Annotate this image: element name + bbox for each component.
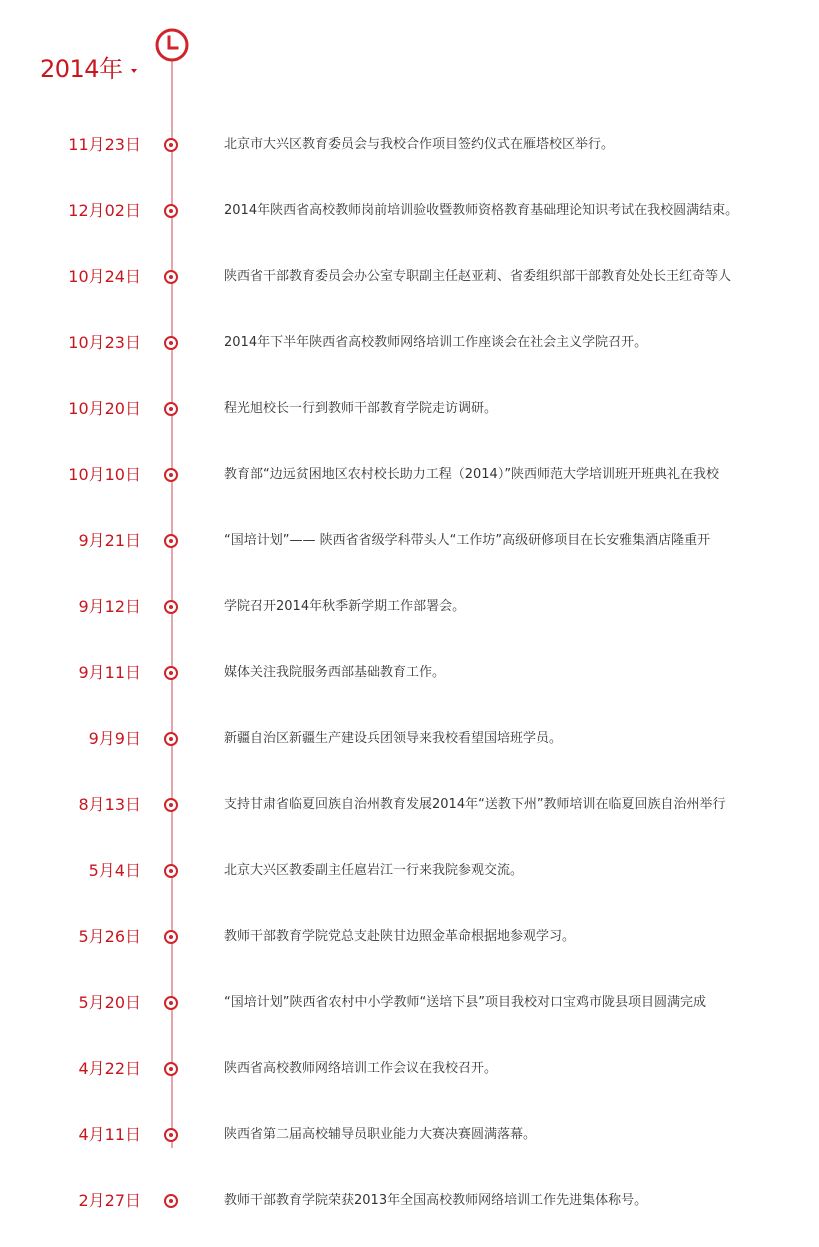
event-item: [0, 661, 819, 685]
event-item: [0, 397, 819, 421]
event-date: 9月21日: [78, 531, 141, 550]
timeline-dot-icon: [164, 600, 178, 614]
event-item: [0, 199, 819, 223]
event-date: 8月13日: [78, 795, 141, 814]
event-link[interactable]: 新疆自治区新疆生产建设兵团领导来我校看望国培班学员。: [224, 731, 563, 746]
event-link[interactable]: 陕西省第二届高校辅导员职业能力大赛决赛圆满落幕。: [224, 1127, 537, 1142]
event-date: 9月11日: [78, 663, 141, 682]
event-date: 5月26日: [78, 927, 141, 946]
event-item: [0, 727, 819, 751]
event-date: 10月24日: [68, 267, 141, 286]
timeline-dot-icon: [164, 336, 178, 350]
event-item: [0, 331, 819, 355]
event-item: [0, 529, 819, 553]
event-link[interactable]: 北京市大兴区教育委员会与我校合作项目签约仪式在雁塔校区举行。: [224, 137, 615, 152]
event-item: [0, 265, 819, 289]
event-date: 5月20日: [78, 993, 141, 1012]
timeline-dot-icon: [164, 1128, 178, 1142]
event-item: [0, 991, 819, 1015]
event-link[interactable]: 北京大兴区教委副主任扈岩江一行来我院参观交流。: [224, 863, 524, 878]
event-date: 2月27日: [78, 1191, 141, 1210]
event-link[interactable]: 支持甘肃省临夏回族自治州教育发展2014年“送教下州”教师培训在临夏回族自治州举行: [224, 797, 726, 812]
event-item: [0, 793, 819, 817]
timeline-dot-icon: [164, 798, 178, 812]
timeline-dot-icon: [164, 138, 178, 152]
event-item: [0, 859, 819, 883]
event-link[interactable]: 教育部“边远贫困地区农村校长助力工程（2014）”陕西师范大学培训班开班典礼在我校: [224, 467, 720, 482]
event-date: 9月9日: [88, 729, 141, 748]
event-link[interactable]: 2014年下半年陕西省高校教师网络培训工作座谈会在社会主义学院召开。: [224, 335, 648, 350]
timeline-dot-icon: [164, 930, 178, 944]
timeline-dot-icon: [164, 864, 178, 878]
event-link[interactable]: “国培计划”—— 陕西省省级学科带头人“工作坊”高级研修项目在长安雅集酒店隆重开: [224, 533, 711, 548]
timeline-dot-icon: [164, 732, 178, 746]
event-link[interactable]: 陕西省干部教育委员会办公室专职副主任赵亚莉、省委组织部干部教育处处长王红奇等人: [224, 269, 732, 284]
timeline-dot-icon: [164, 666, 178, 680]
timeline-dot-icon: [164, 270, 178, 284]
timeline-dot-icon: [164, 534, 178, 548]
timeline-dot-icon: [164, 402, 178, 416]
year-label: 2014年: [40, 55, 123, 83]
event-item: [0, 1057, 819, 1081]
event-link[interactable]: 教师干部教育学院党总支赴陕甘边照金革命根据地参观学习。: [224, 929, 576, 944]
timeline-dot-icon: [164, 1194, 178, 1208]
event-item: [0, 133, 819, 157]
caret-down-icon: [131, 69, 137, 73]
event-link[interactable]: “国培计划”陕西省农村中小学教师“送培下县”项目我校对口宝鸡市陇县项目圆满完成: [224, 995, 706, 1010]
event-item: [0, 595, 819, 619]
event-link[interactable]: 程光旭校长一行到教师干部教育学院走访调研。: [224, 401, 498, 416]
event-link[interactable]: 2014年陕西省高校教师岗前培训验收暨教师资格教育基础理论知识考试在我校圆满结束。: [224, 203, 739, 218]
timeline-dot-icon: [164, 996, 178, 1010]
event-date: 5月4日: [88, 861, 141, 880]
event-item: [0, 1123, 819, 1147]
event-item: [0, 463, 819, 487]
event-date: 12月02日: [68, 201, 141, 220]
event-link[interactable]: 学院召开2014年秋季新学期工作部署会。: [224, 599, 466, 614]
event-date: 4月22日: [78, 1059, 141, 1078]
timeline-dot-icon: [164, 468, 178, 482]
timeline-dot-icon: [164, 1062, 178, 1076]
timeline-dot-icon: [164, 204, 178, 218]
event-link[interactable]: 陕西省高校教师网络培训工作会议在我校召开。: [224, 1061, 498, 1076]
event-date: 11月23日: [68, 135, 141, 154]
event-date: 10月23日: [68, 333, 141, 352]
event-date: 4月11日: [78, 1125, 141, 1144]
event-date: 9月12日: [78, 597, 141, 616]
event-link[interactable]: 教师干部教育学院荣获2013年全国高校教师网络培训工作先进集体称号。: [224, 1193, 648, 1208]
event-item: [0, 925, 819, 949]
year-toggle[interactable]: [40, 52, 137, 86]
clock-icon: [155, 28, 189, 62]
event-date: 10月20日: [68, 399, 141, 418]
event-date: 10月10日: [68, 465, 141, 484]
event-item: [0, 1189, 819, 1213]
event-link[interactable]: 媒体关注我院服务西部基础教育工作。: [224, 665, 446, 680]
